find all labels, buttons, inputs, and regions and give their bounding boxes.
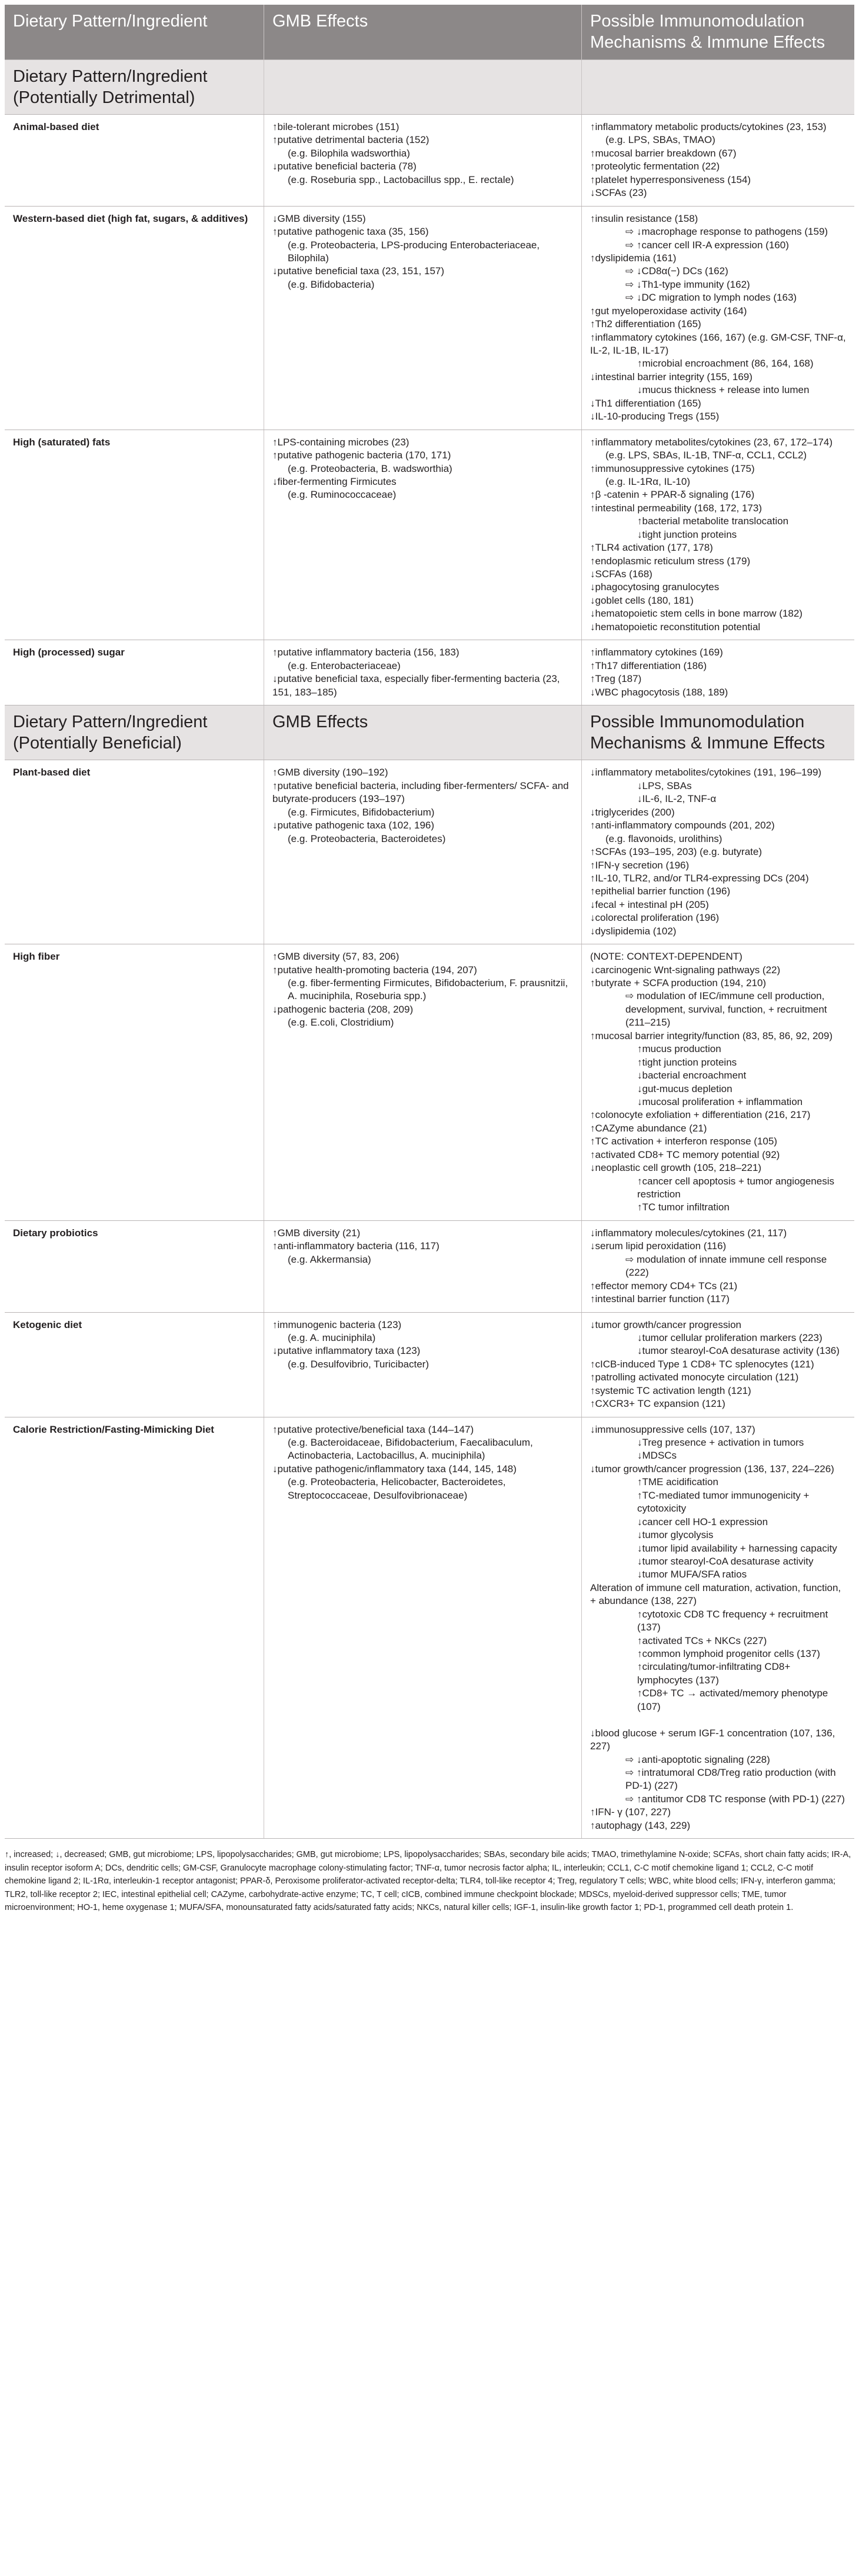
table-row [5, 207, 854, 430]
immune-effect-line: ↓intestinal barrier integrity (155, 169) [590, 371, 753, 382]
section-col2 [264, 60, 581, 115]
table-row [5, 1221, 854, 1313]
section-title: Dietary Pattern/Ingredient (Potentially Detrimental) [13, 66, 208, 107]
immune-effect-line: ↑systemic TC activation length (121) [590, 1384, 751, 1396]
immune-effect-line: ↓tumor stearoyl-CoA desaturase activity (136) [637, 1345, 840, 1357]
immune-effect-line: ↓SCFAs (168) [590, 568, 652, 580]
gmb-effect-line: ↑putative health-promoting bacteria (194, 207) [272, 964, 477, 976]
immune-effect-line: ↑gut myeloperoxidase activity (164) [590, 305, 747, 317]
immune-effect-line: ↑CD8+ TC → activated/memory phenotype (107) [637, 1688, 828, 1712]
immune-effect-line: ↓Treg presence + activation in tumors [637, 1437, 804, 1448]
immune-effect-line: Alteration of immune cell maturation, activation, function, + abundance (138, 227) [590, 1582, 841, 1607]
diet-name: Dietary probiotics [13, 1227, 98, 1239]
immune-effect-line: ↑Treg (187) [590, 673, 642, 685]
diet-name: Calorie Restriction/Fasting-Mimicking Diet [13, 1423, 214, 1435]
immune-effect-line: ↑autophagy (143, 229) [590, 1819, 691, 1831]
immune-effect-line: ↓dyslipidemia (102) [590, 925, 677, 937]
immune-effect-line: ↓hematopoietic stem cells in bone marrow (182) [590, 608, 803, 620]
immune-effects-cell [581, 760, 854, 944]
immune-effect-line: ↓tumor cellular proliferation markers (223) [637, 1332, 823, 1343]
gmb-effect-line: ↑GMB diversity (57, 83, 206) [272, 951, 399, 963]
table-row [5, 115, 854, 207]
immune-effect-line: ↓tumor glycolysis [637, 1529, 714, 1541]
immune-effect-line: ↑inflammatory cytokines (166, 167) (e.g. GM-CSF, TNF-α, IL-2, IL-1B, IL-17) [590, 331, 846, 356]
gmb-effect-line: ↑GMB diversity (190–192) [272, 767, 388, 778]
immune-effect-line: ↑circulating/tumor-infiltrating CD8+ lymphocytes (137) [637, 1661, 791, 1686]
immune-effect-line: ↑intestinal permeability (168, 172, 173) [590, 502, 762, 514]
immune-effect-line: ↑cancer cell apoptosis + tumor angiogenesis restriction [637, 1175, 834, 1200]
immune-effect-line: ↑mucus production [637, 1043, 721, 1055]
immune-effect-line: ↑patrolling activated monocyte circulation (121) [590, 1372, 799, 1383]
gmb-effect-line: (e.g. Bilophila wadsworthia) [288, 147, 410, 159]
diet-name: Animal-based diet [13, 121, 99, 132]
diet-immune-table [5, 5, 854, 1839]
gmb-effects-cell [264, 640, 581, 705]
immune-effect-line: ↑insulin resistance (158) [590, 212, 698, 224]
immune-effect-line: ↑TLR4 activation (177, 178) [590, 542, 713, 554]
immune-effect-line: ⇨ ↓anti-apoptotic signaling (228) [625, 1753, 770, 1765]
immune-effect-line: ⇨ ↑antitumor CD8 TC response (with PD-1) (227) [625, 1793, 845, 1805]
gmb-effect-line: (e.g. Proteobacteria, Bacteroidetes) [288, 833, 446, 844]
immune-effect-line: ↑TME acidification [637, 1476, 718, 1488]
immune-effect-line: ↑common lymphoid progenitor cells (137) [637, 1648, 820, 1659]
header-col-diet: Dietary Pattern/Ingredient [13, 12, 208, 31]
diet-name: Western-based diet (high fat, sugars, & additives) [13, 212, 248, 224]
immune-effect-line: ↑dyslipidemia (161) [590, 252, 677, 264]
table-row [5, 430, 854, 641]
gmb-effect-line: (e.g. A. muciniphila) [288, 1332, 376, 1343]
rows-beneficial [5, 760, 854, 1839]
gmb-effect-line: ↑GMB diversity (21) [272, 1227, 361, 1239]
gmb-effect-line: (e.g. Proteobacteria, B. wadsworthia) [288, 462, 452, 474]
immune-effect-line: ↓Th1 differentiation (165) [590, 397, 701, 409]
immune-effect-line: ↑butyrate + SCFA production (194, 210) [590, 977, 767, 989]
immune-effect-line: ⇨ ↓macrophage response to pathogens (159) [625, 226, 828, 238]
immune-effect-line: ⇨ modulation of IEC/immune cell production, development, survival, function, + recruitment (211–215) [625, 990, 827, 1029]
immune-effect-line: ↓immunosuppressive cells (107, 137) [590, 1423, 755, 1435]
immune-effect-line: ↑inflammatory metabolic products/cytokines (23, 153) [590, 121, 827, 132]
immune-effect-line: ↑colonocyte exfoliation + differentiation (216, 217) [590, 1109, 811, 1121]
immune-effect-line: ↑inflammatory metabolites/cytokines (23, 67, 172–174) [590, 436, 833, 448]
section-header-detrimental [5, 60, 854, 115]
immune-effect-line: ↓inflammatory molecules/cytokines (21, 117) [590, 1227, 787, 1239]
header-col-immune: Possible Immunomodulation Mechanisms & Immune Effects [581, 5, 854, 59]
immune-effect-line: ↓blood glucose + serum IGF-1 concentration (107, 136, 227) [590, 1727, 835, 1752]
immune-effect-line: ↑intestinal barrier function (117) [590, 1293, 730, 1305]
immune-effect-line: ↓fecal + intestinal pH (205) [590, 898, 709, 910]
immune-effect-line: (e.g. LPS, SBAs, IL-1B, TNF-α, CCL1, CCL2) [605, 450, 807, 461]
immune-effect-line: ↑tight junction proteins [637, 1056, 737, 1068]
gmb-effect-line: ↓putative beneficial taxa, especially fiber-fermenting bacteria (23, 151, 183–185) [272, 673, 560, 698]
immune-effect-line: ↑endoplasmic reticulum stress (179) [590, 555, 751, 567]
immune-effect-line: (NOTE: CONTEXT-DEPENDENT) [590, 951, 743, 963]
immune-effect-line: ↑epithelial barrier function (196) [590, 886, 731, 897]
gmb-effects-cell [264, 115, 581, 206]
gmb-effect-line: ↑bile-tolerant microbes (151) [272, 121, 399, 132]
immune-effect-line: ↑IFN- γ (107, 227) [590, 1806, 671, 1818]
section-col3 [581, 60, 854, 115]
immune-effect-line: ↓MDSCs [637, 1450, 677, 1462]
gmb-effects-cell [264, 760, 581, 944]
immune-effect-line: ⇨ ↓DC migration to lymph nodes (163) [625, 292, 797, 304]
gmb-effect-line: (e.g. Roseburia spp., Lactobacillus spp., E. rectale) [288, 174, 514, 185]
immune-effect-line: ↓cancer cell HO-1 expression [637, 1516, 768, 1527]
immune-effect-line: ↑β -catenin + PPAR-δ signaling (176) [590, 489, 755, 501]
immune-effect-line: ↓WBC phagocytosis (188, 189) [590, 686, 728, 698]
gmb-effect-line: (e.g. Proteobacteria, LPS-producing Enterobacteriaceae, Bilophila) [288, 239, 540, 264]
gmb-effect-line: (e.g. Proteobacteria, Helicobacter, Bacteroidetes, Streptococcaceae, Desulfovibrionaceae) [288, 1476, 506, 1501]
gmb-effects-cell [264, 430, 581, 640]
immune-effect-line: ↓tumor lipid availability + harnessing capacity [637, 1542, 837, 1554]
immune-effect-line: ↓neoplastic cell growth (105, 218–221) [590, 1162, 762, 1174]
immune-effect-line: ↑TC tumor infiltration [637, 1202, 730, 1213]
immune-effect-line: ↓LPS, SBAs [637, 780, 692, 791]
immune-effect-line: ↓inflammatory metabolites/cytokines (191, 196–199) [590, 767, 822, 778]
immune-effects-cell [581, 430, 854, 640]
gmb-effect-line: ↑LPS-containing microbes (23) [272, 436, 409, 448]
immune-effect-line: ↑bacterial metabolite translocation [637, 515, 789, 527]
diet-name: High fiber [13, 951, 60, 963]
gmb-effect-line: ↓pathogenic bacteria (208, 209) [272, 1003, 414, 1015]
immune-effect-line: ↑proteolytic fermentation (22) [590, 161, 720, 172]
gmb-effect-line: ↑putative protective/beneficial taxa (144–147) [272, 1423, 474, 1435]
gmb-effect-line: (e.g. Desulfovibrio, Turicibacter) [288, 1358, 429, 1370]
immune-effect-line: ↓colorectal proliferation (196) [590, 912, 720, 924]
diet-name: High (saturated) fats [13, 436, 111, 448]
table-header [5, 5, 854, 60]
immune-effect-line: ↑platelet hyperresponsiveness (154) [590, 174, 751, 185]
immune-effect-line: ↑activated TCs + NKCs (227) [637, 1635, 767, 1646]
gmb-effect-line: ↑putative pathogenic taxa (35, 156) [272, 226, 429, 238]
gmb-effect-line: ↑putative inflammatory bacteria (156, 183) [272, 647, 460, 658]
immune-effect-line: ↓IL-6, IL-2, TNF-α [637, 793, 717, 805]
immune-effect-line: ↓mucus thickness + release into lumen [637, 384, 810, 396]
gmb-effects-cell [264, 1313, 581, 1417]
immune-effect-line: ↑TC-mediated tumor immunogenicity + cytotoxicity [637, 1489, 810, 1515]
immune-effect-line: ↓tumor growth/cancer progression (136, 137, 224–226) [590, 1463, 834, 1475]
immune-effect-line: ↓triglycerides (200) [590, 806, 675, 818]
immune-effect-line: ↑IL-10, TLR2, and/or TLR4-expressing DCs (204) [590, 872, 809, 884]
gmb-effect-line: ↑putative detrimental bacteria (152) [272, 134, 430, 146]
immune-effect-line: ↑activated CD8+ TC memory potential (92) [590, 1149, 780, 1160]
immune-effect-line: ↑microbial encroachment (86, 164, 168) [637, 358, 814, 370]
gmb-effect-line: ↑immunogenic bacteria (123) [272, 1319, 402, 1330]
immune-effect-line: ↓goblet cells (180, 181) [590, 594, 694, 606]
immune-effect-line: ⇨ ↑cancer cell IR-A expression (160) [625, 239, 789, 251]
gmb-effect-line: (e.g. Akkermansia) [288, 1253, 371, 1265]
immune-effect-line: ⇨ ↑intratumoral CD8/Treg ratio production (with PD-1) (227) [625, 1766, 836, 1792]
section-col2: GMB Effects [264, 705, 581, 760]
immune-effect-line: ↓gut-mucus depletion [637, 1083, 733, 1094]
gmb-effect-line: ↑putative pathogenic bacteria (170, 171) [272, 450, 451, 461]
gmb-effect-line: (e.g. Ruminococcaceae) [288, 489, 397, 501]
gmb-effect-line: ↓putative pathogenic taxa (102, 196) [272, 820, 435, 831]
header-col-gmb: GMB Effects [264, 5, 581, 59]
immune-effect-line: ↓tumor growth/cancer progression [590, 1319, 742, 1330]
gmb-effect-line: (e.g. Enterobacteriaceae) [288, 660, 401, 671]
gmb-effect-line: (e.g. Bifidobacteria) [288, 278, 375, 290]
immune-effect-line: ↑effector memory CD4+ TCs (21) [590, 1280, 738, 1292]
gmb-effects-cell [264, 944, 581, 1220]
immune-effect-line: (e.g. flavonoids, urolithins) [605, 833, 723, 844]
immune-effect-line: ↓tight junction proteins [637, 528, 737, 540]
immune-effect-line: ↓serum lipid peroxidation (116) [590, 1240, 727, 1252]
immune-effect-line: (e.g. LPS, SBAs, TMAO) [605, 134, 715, 146]
table-row [5, 944, 854, 1221]
gmb-effect-line: ↓putative pathogenic/inflammatory taxa (144, 145, 148) [272, 1463, 517, 1475]
table-row [5, 760, 854, 944]
immune-effect-line: ↑SCFAs (193–195, 203) (e.g. butyrate) [590, 846, 762, 858]
gmb-effect-line: (e.g. fiber-fermenting Firmicutes, Bifidobacterium, F. prausnitzii, A. muciniphila, Roseburia spp.) [288, 977, 568, 1002]
gmb-effects-cell [264, 207, 581, 430]
immune-effect-line [590, 1713, 846, 1726]
immune-effects-cell [581, 1313, 854, 1417]
immune-effects-cell [581, 1417, 854, 1839]
gmb-effect-line: ↓GMB diversity (155) [272, 212, 366, 224]
immune-effect-line: ⇨ modulation of innate immune cell response (222) [625, 1253, 827, 1279]
immune-effect-line: ↓SCFAs (23) [590, 187, 647, 199]
gmb-effect-line: (e.g. Firmicutes, Bifidobacterium) [288, 806, 435, 818]
gmb-effect-line: ↓putative inflammatory taxa (123) [272, 1345, 421, 1357]
gmb-effect-line: (e.g. Bacteroidaceae, Bifidobacterium, Faecalibaculum, Actinobacteria, Lactobacillus, A. muciniphila) [288, 1437, 533, 1462]
gmb-effect-line: (e.g. E.coli, Clostridium) [288, 1017, 394, 1029]
immune-effect-line: ↑CAZyme abundance (21) [590, 1122, 707, 1134]
gmb-effect-line: ↓fiber-fermenting Firmicutes [272, 475, 397, 487]
immune-effect-line: ↓IL-10-producing Tregs (155) [590, 411, 720, 422]
immune-effect-line: (e.g. IL-1Rα, IL-10) [605, 475, 690, 487]
diet-name: High (processed) sugar [13, 647, 125, 658]
gmb-effects-cell [264, 1417, 581, 1839]
immune-effect-line: ↑CXCR3+ TC expansion (121) [590, 1398, 725, 1410]
immune-effect-line: ↑inflammatory cytokines (169) [590, 647, 723, 658]
gmb-effects-cell [264, 1221, 581, 1312]
table-footnote: ↑, increased; ↓, decreased; GMB, gut microbiome; LPS, lipopolysaccharides; GMB, gut microbiome; LPS, lipopolysaccharides; SBAs, secondary bile acids; TMAO, trimethylamine N-oxide; SCFAs, short chain fatty acids; IR-A, insulin receptor isoform A; DCs, dendritic cells; GM-CSF, Granulocyte macrophage colony-stimulating factor; TNF-α, tumor necrosis factor alpha; IL, interleukin; CCL1, C-C motif chemokine ligand 1; CCL2, C-C motif chemokine ligand 2; IL-1Rα, interleukin-1 receptor antagonist; PPAR-δ, Peroxisome proliferator-activated receptor-delta; TLR4, toll-like receptor 4; Treg, regulatory T cells; WBC, white blood cells; IFN-γ, interferon gamma; TLR2, toll-like receptor 2; IEC, intestinal epithelial cell; CAZyme, carbohydrate-active enzyme; TC, T cell; cICB, combined immune checkpoint blockade; MDSCs, myeloid-derived suppressor cells; TME, tumor microenvironment; HO-1, heme oxygenase 1; MUFA/SFA, monounsaturated fatty acids/saturated fatty acids; NKCs, natural killer cells; IGF-1, insulin-like growth factor 1; PD-1, programmed cell death protein 1. [5, 1850, 851, 1912]
immune-effect-line: ↓phagocytosing granulocytes [590, 581, 720, 593]
immune-effect-line: ↓hematopoietic reconstitution potential [590, 621, 761, 633]
section-col3: Possible Immunomodulation Mechanisms & Immune Effects [581, 705, 854, 760]
immune-effect-line: ⇨ ↓CD8α(−) DCs (162) [625, 265, 728, 277]
immune-effects-cell [581, 1221, 854, 1312]
immune-effects-cell [581, 115, 854, 206]
gmb-effect-line: ↓putative beneficial taxa (23, 151, 157) [272, 265, 445, 277]
rows-detrimental [5, 115, 854, 705]
immune-effect-line: ⇨ ↓Th1-type immunity (162) [625, 278, 750, 290]
gmb-effect-line: ↑putative beneficial bacteria, including fiber-fermenters/ SCFA- and butyrate-producers (193–197) [272, 780, 569, 805]
immune-effect-line: ↓bacterial encroachment [637, 1070, 747, 1081]
immune-effects-cell [581, 640, 854, 705]
table-row [5, 640, 854, 705]
immune-effect-line: ↓mucosal proliferation + inflammation [637, 1096, 803, 1107]
immune-effect-line: ↓tumor MUFA/SFA ratios [637, 1569, 747, 1580]
immune-effect-line: ↑mucosal barrier integrity/function (83, 85, 86, 92, 209) [590, 1030, 833, 1041]
section-title: Dietary Pattern/Ingredient (Potentially Beneficial) [13, 712, 208, 753]
immune-effect-line: ↑cICB-induced Type 1 CD8+ TC splenocytes (121) [590, 1358, 814, 1370]
immune-effect-line: ↑IFN-γ secretion (196) [590, 859, 690, 871]
immune-effect-line: ↑immunosuppressive cytokines (175) [590, 462, 755, 474]
diet-name: Ketogenic diet [13, 1319, 82, 1330]
immune-effects-cell [581, 207, 854, 430]
immune-effect-line: ↑Th17 differentiation (186) [590, 660, 707, 671]
immune-effect-line: ↓tumor stearoyl-CoA desaturase activity [637, 1555, 814, 1567]
immune-effect-line: ↑TC activation + interferon response (105) [590, 1136, 777, 1147]
table-row [5, 1417, 854, 1839]
diet-name: Plant-based diet [13, 767, 91, 778]
immune-effect-line: ↑anti-inflammatory compounds (201, 202) [590, 820, 775, 831]
immune-effect-line: ↑cytotoxic CD8 TC frequency + recruitment (137) [637, 1608, 828, 1633]
immune-effects-cell [581, 944, 854, 1220]
section-header-beneficial [5, 705, 854, 761]
immune-effect-line: ↓carcinogenic Wnt-signaling pathways (22) [590, 964, 781, 976]
gmb-effect-line: ↑anti-inflammatory bacteria (116, 117) [272, 1240, 440, 1252]
immune-effect-line: ↑mucosal barrier breakdown (67) [590, 147, 737, 159]
gmb-effect-line: ↓putative beneficial bacteria (78) [272, 161, 417, 172]
table-row [5, 1313, 854, 1417]
immune-effect-line: ↑Th2 differentiation (165) [590, 318, 701, 330]
